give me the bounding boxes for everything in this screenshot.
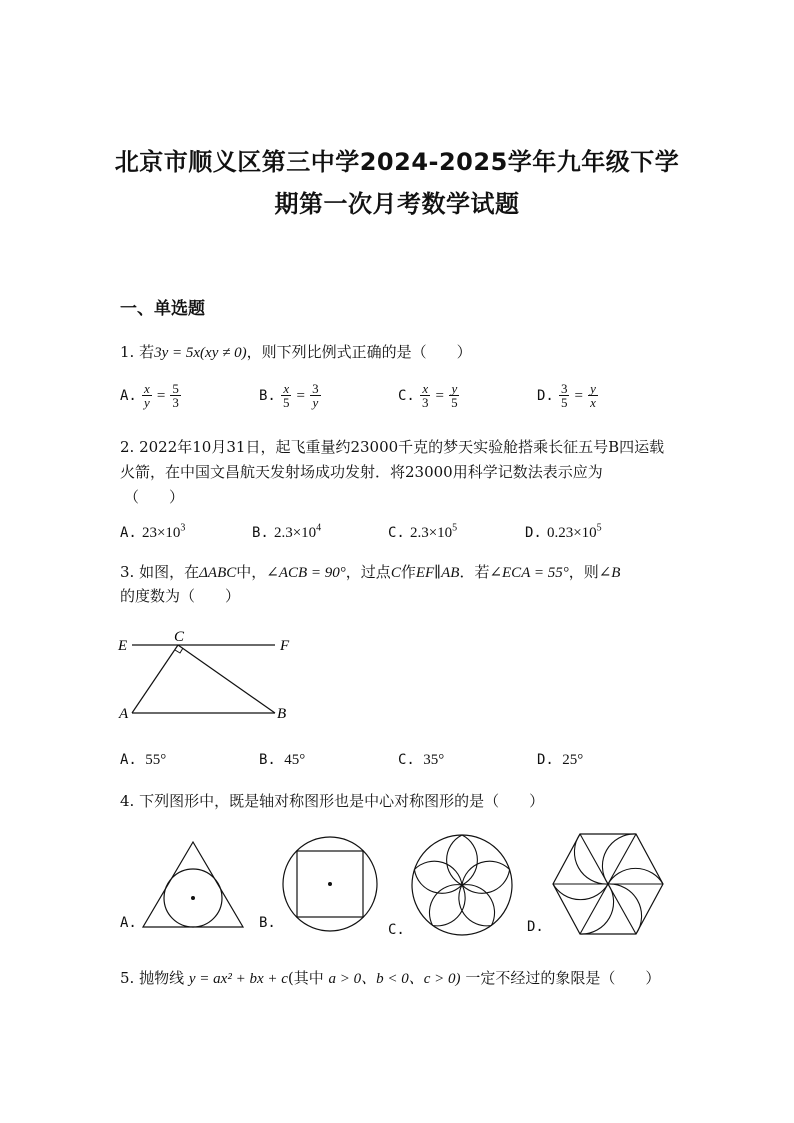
right-angle-mark (175, 648, 183, 653)
question-1-option-a[interactable]: A. $\frac{x}{y}$ = $\frac{5}{3}$ (120, 381, 179, 410)
question-3-option-d[interactable]: D. 25° (537, 752, 584, 768)
question-4-option-d-label[interactable]: D. (527, 919, 544, 935)
question-2-option-d[interactable]: D. $0.23\times 10^5$ (525, 522, 602, 541)
hexagon-arc (602, 834, 636, 884)
paper-title-line1: 北京市顺义区第三中学2024-2025学年九年级下学 (114, 148, 680, 176)
question-4-option-a-label[interactable]: A. (120, 915, 137, 931)
hexagon-arc (553, 884, 608, 900)
question-3-option-a[interactable]: A. 55° (120, 752, 167, 768)
section-heading: 一、单选题 (120, 299, 205, 319)
paper-title-line2: 期第一次月考数学试题 (274, 190, 520, 218)
side-cb (178, 645, 275, 713)
label-c: C (174, 629, 185, 645)
circle-square-figure[interactable] (280, 834, 380, 934)
question-3-option-c[interactable]: C. 35° (398, 752, 445, 768)
question-2-answer-bracket: （ ） (124, 488, 185, 506)
question-5-stem: 5. 抛物线 y = ax² + bx + c(其中 a > 0、b < 0、c > 0) 一定不经过的象限是（ ） (120, 969, 661, 987)
question-number: 3. (120, 563, 135, 581)
question-1-option-d[interactable]: D. $\frac{3}{5}$ = $\frac{y}{x}$ (537, 381, 596, 410)
question-number: 1. (120, 343, 135, 361)
hexagon-arcs-figure[interactable] (550, 832, 666, 936)
triangle-incircle-figure[interactable] (140, 838, 246, 930)
question-3-line2: 的度数为（ ） (120, 587, 241, 605)
question-3-option-b[interactable]: B. 45° (259, 752, 306, 768)
label-f: F (280, 638, 290, 654)
petal (462, 861, 510, 893)
label-a: A (119, 706, 129, 722)
label-b: B (277, 706, 287, 722)
question-number: 5. (120, 969, 135, 987)
petal (414, 861, 462, 893)
question-3-line1: 3. 如图，在ΔABC中，∠ACB = 90°，过点C作EF∥AB．若∠ECA = 55°，则∠B (120, 563, 621, 581)
question-2-option-c[interactable]: C. $2.3\times 10^5$ (388, 522, 458, 541)
question-1-option-b[interactable]: B. $\frac{x}{5}$ = $\frac{3}{y}$ (259, 381, 319, 410)
hexagon-arc (580, 884, 614, 934)
question-2-option-a[interactable]: A. $23\times 10^3$ (120, 522, 186, 541)
question-4-stem: 4. 下列图形中，既是轴对称图形也是中心对称图形的是（ ） (120, 792, 545, 810)
circle-petals-figure[interactable] (410, 833, 514, 937)
question-number: 4. (120, 792, 135, 810)
math-condition: 3y = 5x(xy ≠ 0) (154, 345, 247, 361)
question-2-option-b[interactable]: B. $2.3\times 10^4$ (252, 522, 322, 541)
question-4-option-c-label[interactable]: C. (388, 922, 405, 938)
question-1-option-c[interactable]: C. $\frac{x}{3}$ = $\frac{y}{5}$ (398, 381, 458, 410)
question-4-option-b-label[interactable]: B. (259, 915, 276, 931)
label-e: E (118, 638, 128, 654)
petal (447, 835, 478, 885)
question-number: 2. (120, 438, 135, 456)
question-1-stem: 1. 若3y = 5x(xy ≠ 0)，则下列比例式正确的是（ ） (120, 343, 472, 361)
question-2-line1: 2. 2022年10月31日，起飞重量约23000千克的梦天实验舱搭乘长征五号B四运载 (120, 438, 665, 456)
question-2-line2: 火箭，在中国文昌航天发射场成功发射．将23000用科学记数法表示应为 (120, 463, 603, 481)
side-ca (132, 645, 178, 713)
hexagon-arc (608, 868, 663, 884)
triangle-figure (110, 625, 310, 725)
